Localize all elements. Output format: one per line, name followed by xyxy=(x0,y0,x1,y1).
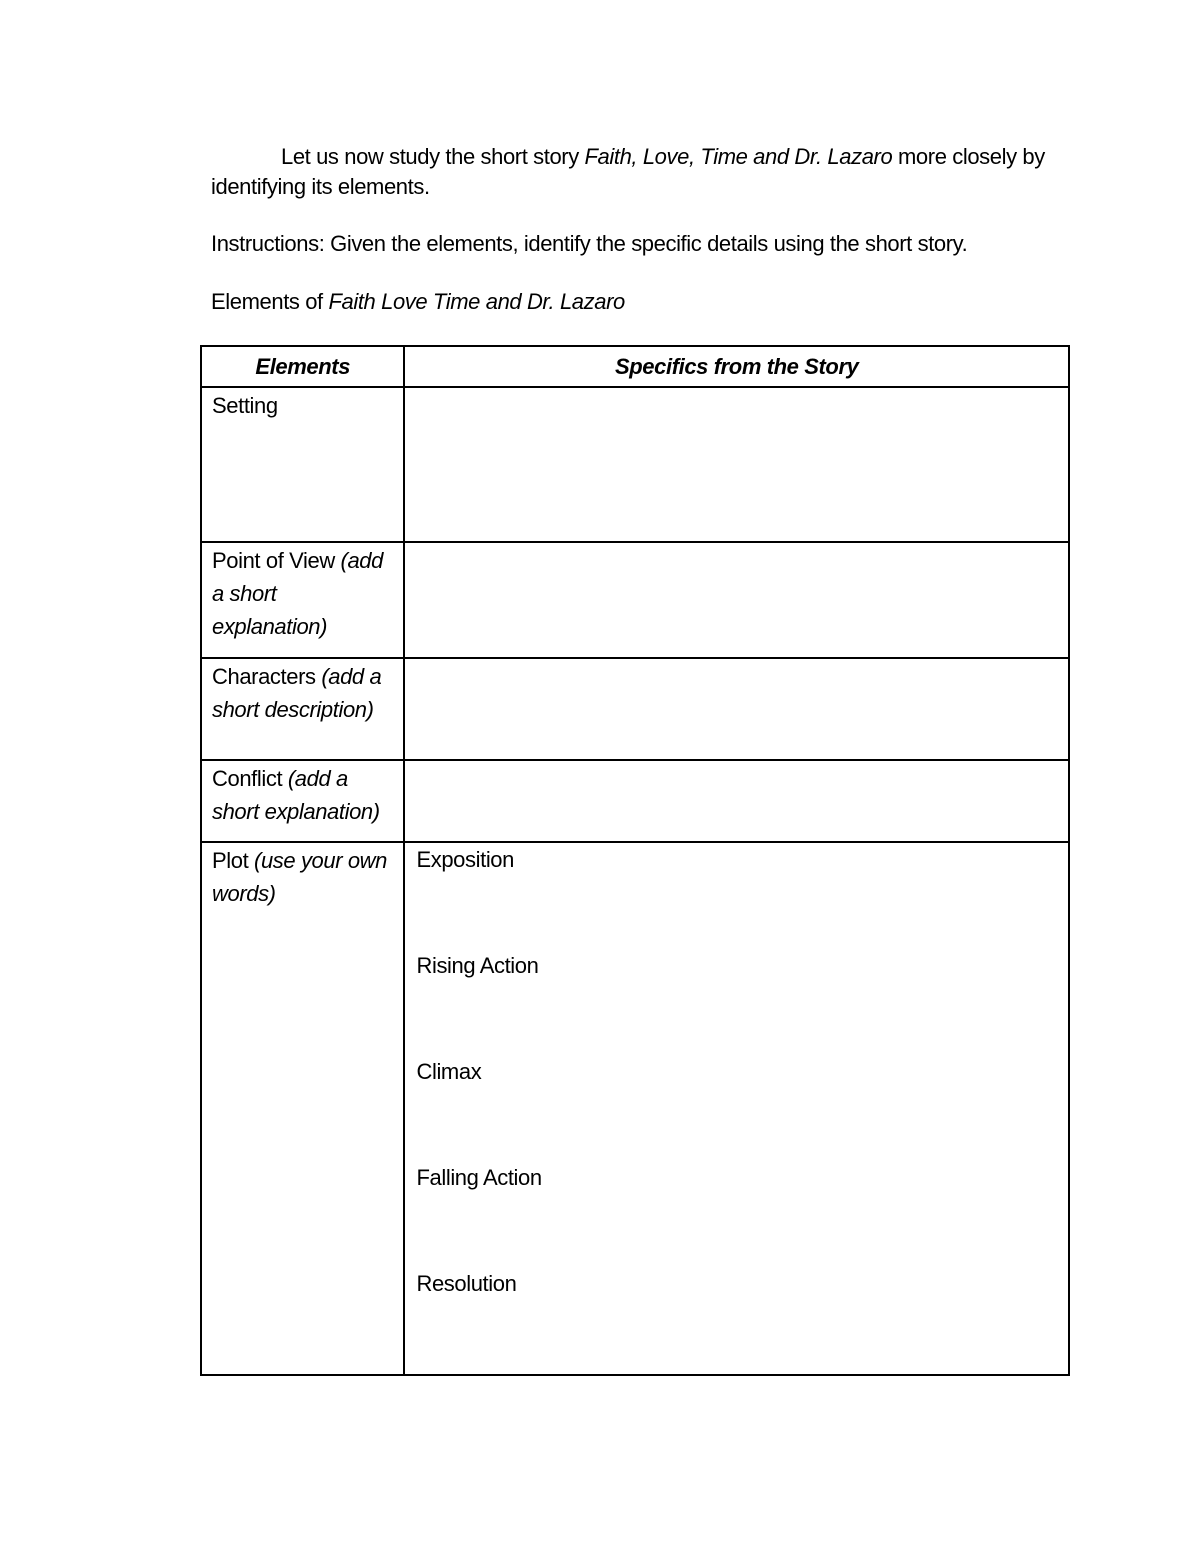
story-elements-table xyxy=(200,345,1070,1376)
conflict-label: Conflict xyxy=(212,765,288,791)
characters-label-wrap xyxy=(212,659,395,726)
pov-label: Point of View xyxy=(212,548,341,574)
conflict-note: (add a short explanation) xyxy=(212,765,380,824)
plot-part-exposition: Exposition xyxy=(416,846,514,872)
intro-text-end: more closely by identifying its elements. xyxy=(211,144,1045,199)
table-row-plot xyxy=(201,842,1069,1375)
table-row-conflict xyxy=(201,760,1069,842)
header-elements: Elements xyxy=(201,346,404,387)
characters-label: Characters xyxy=(212,663,322,689)
characters-label-cell xyxy=(201,658,404,760)
plot-label-cell xyxy=(201,842,404,1375)
characters-answer-cell[interactable] xyxy=(404,658,1069,760)
conflict-answer-cell[interactable] xyxy=(404,760,1069,842)
pov-answer-cell[interactable] xyxy=(404,542,1069,657)
plot-part-climax: Climax xyxy=(416,1058,482,1084)
conflict-label-wrap xyxy=(212,761,395,828)
pov-label-cell xyxy=(201,542,404,657)
plot-parts-list xyxy=(416,843,1058,1373)
setting-label: Setting xyxy=(212,393,278,419)
characters-note: (add a short description) xyxy=(212,663,382,722)
table-row-setting xyxy=(201,387,1069,542)
instructions-text: Instructions: Given the elements, identify the specific details using the short story. xyxy=(211,231,968,256)
table-header-row xyxy=(201,346,1069,387)
pov-note: (add a short explanation) xyxy=(212,548,383,640)
setting-answer-cell[interactable] xyxy=(404,387,1069,542)
intro-paragraph xyxy=(211,142,1061,202)
plot-note: (use your own words) xyxy=(212,847,388,906)
plot-answer-cell[interactable] xyxy=(404,842,1069,1375)
intro-text-start: Let us now study the short story xyxy=(281,144,585,169)
elements-heading xyxy=(211,287,1061,317)
conflict-label-cell xyxy=(201,760,404,842)
plot-label-wrap xyxy=(212,843,395,910)
plot-part-rising-action: Rising Action xyxy=(416,952,539,978)
plot-label: Plot xyxy=(212,847,255,873)
header-specifics: Specifics from the Story xyxy=(404,346,1069,387)
intro-story-title: Faith, Love, Time and Dr. Lazaro xyxy=(584,144,893,169)
elements-heading-label: Elements of xyxy=(211,289,329,314)
table-row-point-of-view xyxy=(201,542,1069,657)
pov-label-wrap xyxy=(212,543,395,643)
elements-heading-story-title: Faith Love Time and Dr. Lazaro xyxy=(328,289,625,314)
setting-label-cell xyxy=(201,387,404,542)
plot-part-falling-action: Falling Action xyxy=(416,1164,542,1190)
table-row-characters xyxy=(201,658,1069,760)
plot-part-resolution: Resolution xyxy=(416,1270,517,1296)
